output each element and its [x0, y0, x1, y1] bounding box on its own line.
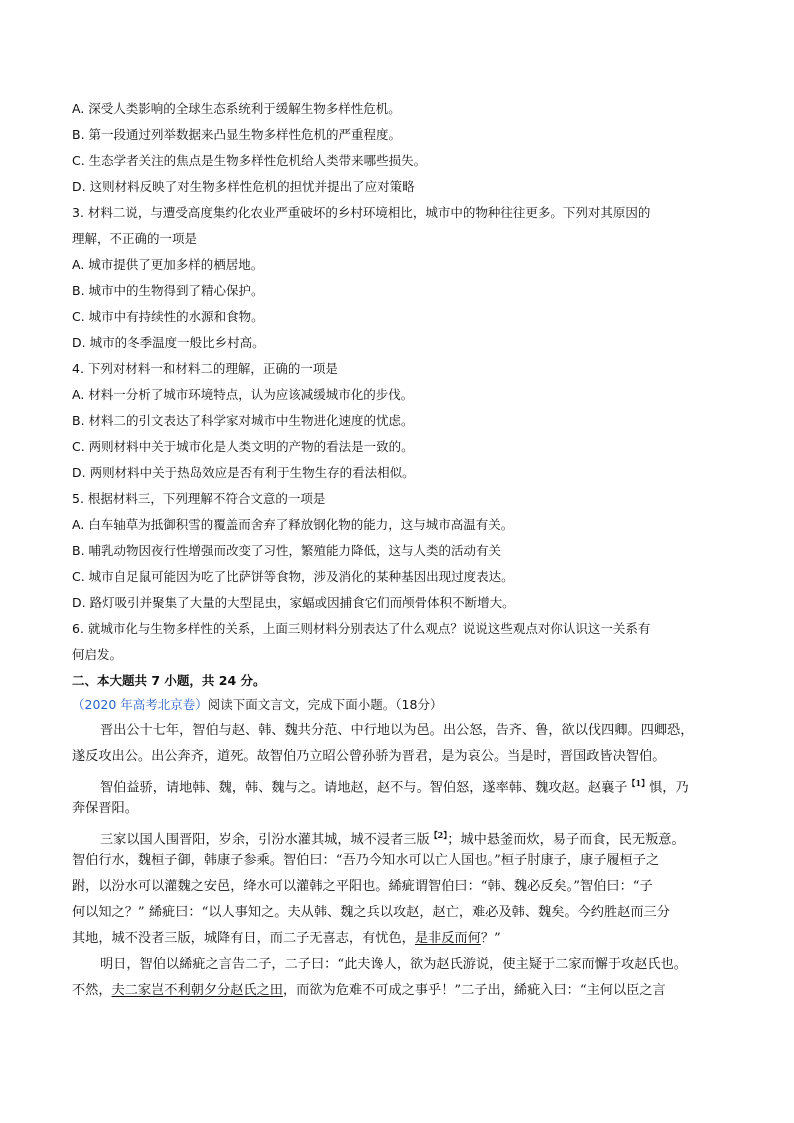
q4-option-c: C. 两则材料中关于城市化是人类文明的产物的看法是一致的。: [72, 439, 414, 454]
q5-option-a: A. 白车轴草为抵御积雪的覆盖而舍弃了释放钢化物的能力，这与城市高温有关。: [72, 517, 514, 532]
q5-option-b: B. 哺乳动物因夜行性增强而改变了习性，繁殖能力降低，这与人类的活动有关: [72, 543, 502, 558]
q5-option-d: D. 路灯吸引并聚集了大量的大型昆虫，家蝠或因捕食它们而颅骨体积不断增大。: [72, 595, 515, 610]
passage-text: 惧，乃: [649, 780, 689, 796]
footnote-marker-2: 【2】: [429, 830, 448, 840]
passage-text: ，而欲为危难不可成之事乎！”二子出，絺疵入曰：“主何以臣之言: [283, 983, 666, 998]
passage-text: 智伯益骄，请地韩、魏，韩、魏与之。请地赵，赵不与。智伯怒，遂率韩、魏攻赵。赵襄子: [100, 780, 628, 796]
passage-instruction: 阅读下面文言文，完成下面小题。（18分）: [207, 697, 443, 712]
underlined-sentence-1: 是非反而何: [414, 931, 481, 946]
q4-option-a: A. 材料一分析了城市环境特点，认为应该减缓城市化的步伐。: [72, 387, 414, 402]
passage-text: ？”: [480, 931, 501, 946]
question-6-cont: 何启发。: [72, 647, 123, 662]
passage-text: ；城中悬釜而炊，易子而食，民无叛意。: [447, 832, 685, 848]
option-c: C. 生态学者关注的焦点是生物多样性危机给人类带来哪些损失。: [72, 153, 427, 168]
q3-option-d: D. 城市的冬季温度一般比乡村高。: [72, 335, 265, 350]
passage-text: 其地，城不没者三版，城降有日，而二子无喜志，有忧色，: [72, 931, 415, 946]
question-3: 3. 材料二说，与遭受高度集约化农业严重破坏的乡村环境相比，城市中的物种往往更多。下列对其原因的: [72, 205, 651, 220]
passage-p3-line3: 跗，以汾水可以灌魏之安邑，绛水可以灌韩之平阳也。絺疵谓智伯曰：“韩、魏必反矣。”智伯曰：“子: [72, 879, 653, 894]
passage-text: 三家以国人围晋阳，岁余，引汾水灌其城，城不浸者三版: [100, 832, 430, 848]
question-4: 4. 下列对材料一和材料二的理解，正确的一项是: [72, 361, 338, 376]
passage-text: 不然，: [72, 983, 112, 998]
q3-option-b: B. 城市中的生物得到了精心保护。: [72, 283, 264, 298]
option-d: D. 这则材料反映了对生物多样性危机的担忧并提出了应对策略: [72, 179, 415, 194]
passage-p3-line4: 何以知之？” 絺疵曰：“以人事知之。夫从韩、魏之兵以攻赵，赵亡，难必及韩、魏矣。今约胜赵而三分: [72, 905, 670, 920]
footnote-marker-1: 【1】: [627, 778, 650, 788]
q3-option-c: C. 城市中有持续性的水源和食物。: [72, 309, 264, 324]
passage-p2-line2: 奔保晋阳。: [72, 801, 138, 816]
passage-p3-line5: [72, 930, 732, 948]
passage-p4-line2: [72, 982, 732, 1000]
passage-p1-line1: 晋出公十七年，智伯与赵、韩、魏共分范、中行地以为邑。出公怒，告齐、鲁，欲以伐四卿。四卿恐，: [100, 723, 694, 738]
question-5: 5. 根据材料三，下列理解不符合文意的一项是: [72, 491, 326, 506]
option-a: A. 深受人类影响的全球生态系统利于缓解生物多样性危机。: [72, 101, 401, 116]
question-3-cont: 理解，不正确的一项是: [72, 231, 198, 246]
question-6: 6. 就城市化与生物多样性的关系，上面三则材料分别表达了什么观点？说说这些观点对你认识这一关系有: [72, 621, 651, 636]
passage-intro: [72, 696, 732, 714]
underlined-sentence-2: 夫二家岂不利朝夕分赵氏之田: [111, 983, 283, 998]
section-heading: 二、本大题共 7 小题，共 24 分。: [72, 673, 266, 688]
passage-p2-line1: [100, 774, 732, 797]
source-label: （2020 年高考北京卷）: [72, 697, 208, 712]
passage-p1-line2: 遂反攻出公。出公奔齐，道死。故智伯乃立昭公曾孙骄为晋君，是为哀公。当是时，晋国政皆决智伯。: [72, 749, 666, 764]
q4-option-d: D. 两则材料中关于热岛效应是否有利于生物生存的看法相似。: [72, 465, 415, 480]
passage-p3-line2: 智伯行水，魏桓子御，韩康子参乘。智伯曰：“吾乃今知水可以亡人国也。”桓子肘康子，康子履桓子之: [72, 853, 660, 868]
passage-p3-line1: [100, 826, 732, 849]
q4-option-b: B. 材料二的引文表达了科学家对城市中生物进化速度的忧虑。: [72, 413, 414, 428]
passage-p4-line1: 明日，智伯以絺疵之言告二子，二子曰：“此夫谗人，欲为赵氏游说，使主疑于二家而懈于攻赵氏也。: [100, 957, 687, 972]
q3-option-a: A. 城市提供了更加多样的栖居地。: [72, 257, 264, 272]
option-b: B. 第一段通过列举数据来凸显生物多样性危机的严重程度。: [72, 127, 402, 142]
q5-option-c: C. 城市自足鼠可能因为吃了比萨饼等食物，涉及消化的某种基因出现过度表达。: [72, 569, 514, 584]
